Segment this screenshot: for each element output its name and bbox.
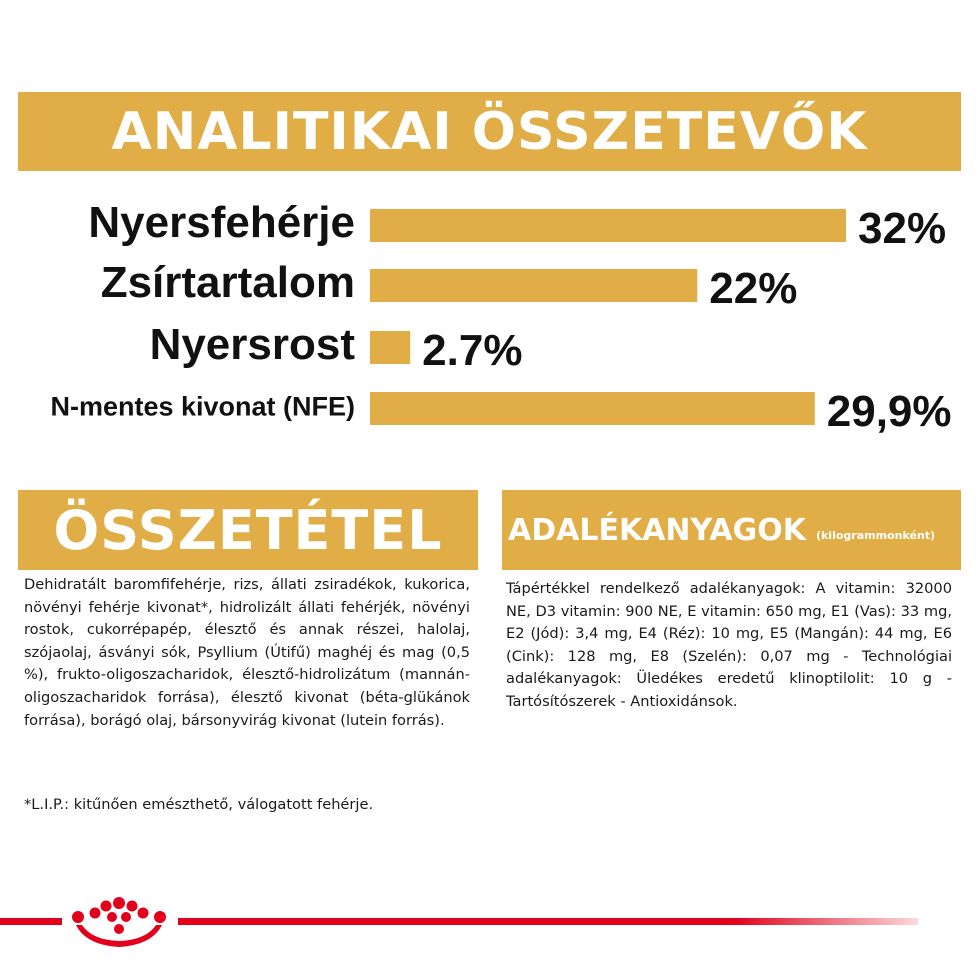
value-label-3: 29,9% xyxy=(826,387,952,437)
bar-0 xyxy=(370,209,846,242)
composition-title: ÖSSZETÉTEL xyxy=(53,498,443,562)
bar-2 xyxy=(370,331,410,364)
composition-footnote: *L.I.P.: kitűnően emészthető, válogatott fehérje. xyxy=(24,796,374,813)
additives-subtitle: (kilogrammonként) xyxy=(815,528,936,542)
analytical-title: ANALITIKAI ÖSSZETEVŐK xyxy=(111,101,868,162)
footer-red-line-right xyxy=(178,918,918,925)
category-label-1: Zsírtartalom xyxy=(100,258,355,308)
footer-red-line-left xyxy=(0,918,62,925)
bar-3 xyxy=(370,392,815,425)
analytical-header xyxy=(18,92,961,171)
additives-text: Tápértékkel rendelkező adalékanyagok: A vitamin: 32000 NE, D3 vitamin: 900 NE, E vitamin: 650 mg, E1 (Vas): 33 mg, E2 (Jód): 3,4 mg, E4 (Réz): 10 mg, E5 (Mangán): 44 mg, E6 (Cink): 128 mg, E8 (Szelén): 0,07 mg - Technológiai adalékanyagok: Üledékes eredetű klinoptilolit: 10 g - Tartósítószerek - Antioxidánsok. xyxy=(506,580,952,710)
royal-canin-crown-icon xyxy=(66,893,172,953)
category-label-3: N-mentes kivonat (NFE) xyxy=(50,391,355,422)
nutrient-bar-chart xyxy=(0,180,980,450)
category-label-0: Nyersfehérje xyxy=(88,198,355,248)
composition-text: Dehidratált baromfifehérje, rizs, állati zsiradékok, kukorica, növényi fehérje kivonat*, hidrolizált állati fehérjék, növényi rostok, cukorrépapép, élesztő és annak részei, halolaj, szójaolaj, ásványi sók, Psyllium (Útifű) maghéj és mag (0,5 %), frukto-oligoszacharidok, élesztő-hidrolizátum (mannán-oligoszacharidok forrása), élesztő kivonat (béta-glükánok forrása), borágó olaj, bársonyvirág kivonat (lutein forrás). xyxy=(24,576,470,729)
value-label-0: 32% xyxy=(858,204,947,254)
bar-1 xyxy=(370,269,697,302)
value-label-2: 2.7% xyxy=(422,326,523,376)
value-label-1: 22% xyxy=(709,264,798,314)
category-label-2: Nyersrost xyxy=(149,320,355,370)
additives-title: ADALÉKANYAGOK xyxy=(508,512,806,548)
composition-header xyxy=(18,490,478,570)
additives-header xyxy=(502,490,961,570)
